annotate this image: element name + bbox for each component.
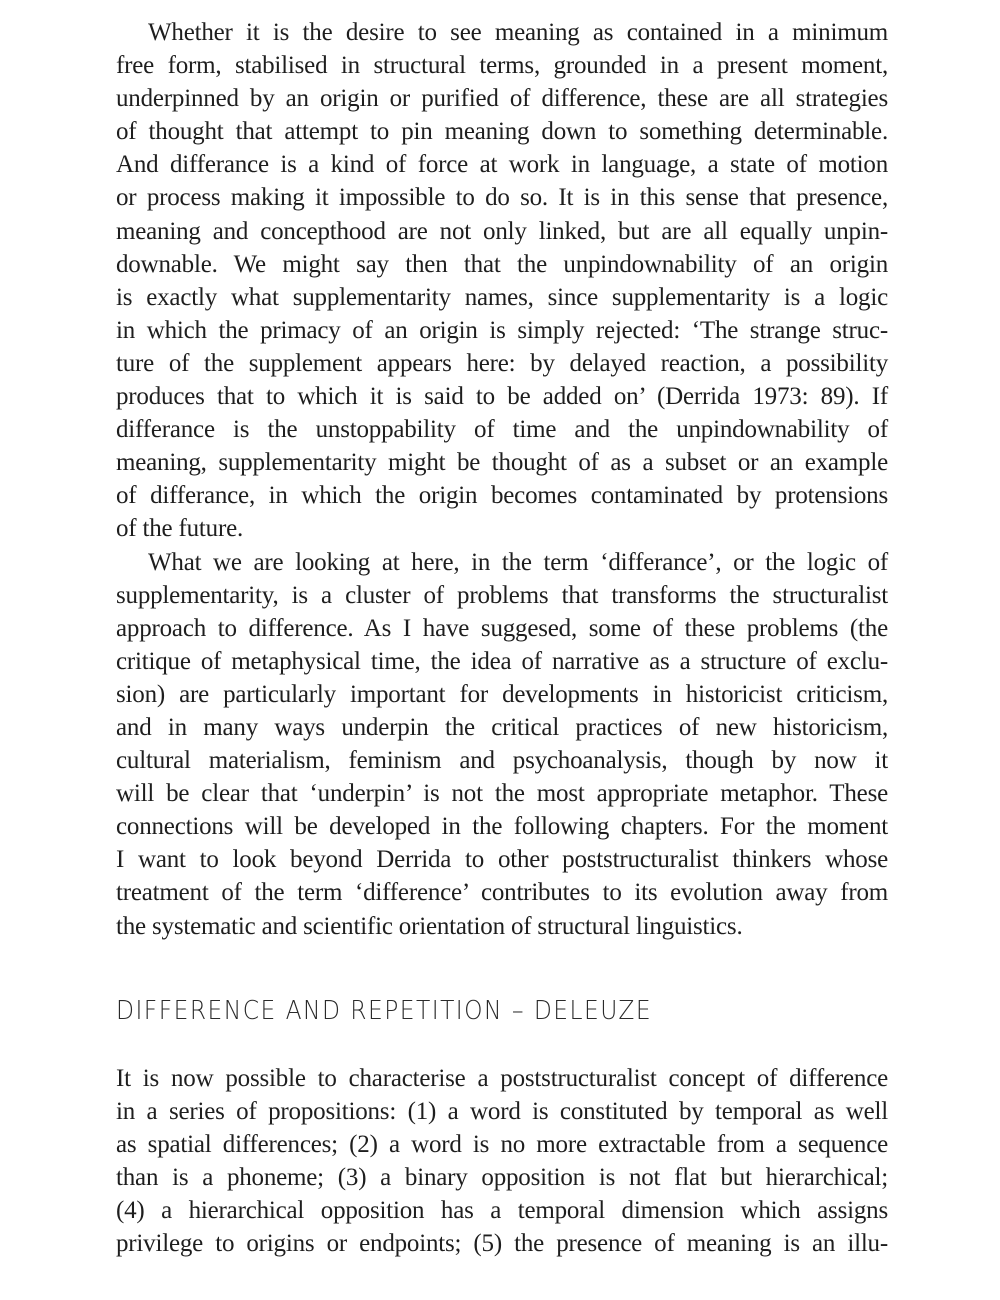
text-line: of the future.: [116, 515, 244, 543]
text-line: of thought that attempt to pin meaning down to something determinable.: [116, 118, 888, 146]
text-line: critique of metaphysical time, the idea of narrative as a structure of exclu-: [116, 647, 888, 675]
paragraph-poststructuralist-propositions: [116, 1062, 888, 1261]
text-line: privilege to origins or endpoints; (5) the presence of meaning is an illu-: [116, 1230, 888, 1258]
text-line: underpinned by an origin or purified of difference, these are all strategies: [116, 85, 888, 113]
text-line: in a series of propositions: (1) a word is constituted by temporal as well: [116, 1098, 888, 1126]
text-line: supplementarity, is a cluster of problems that transforms the structuralist: [116, 581, 888, 609]
text-line: I want to look beyond Derrida to other poststructuralist thinkers whose: [116, 846, 888, 874]
paragraph-differance-supplementarity: [116, 16, 888, 546]
text-line: sion) are particularly important for developments in historicist criticism,: [116, 680, 888, 708]
text-line: in which the primacy of an origin is simply rejected: ‘The strange struc-: [116, 316, 888, 344]
text-line: (4) a hierarchical opposition has a temporal dimension which assigns: [116, 1197, 888, 1225]
text-line: What we are looking at here, in the term ‘differance’, or the logic of: [148, 548, 888, 576]
text-line: meaning, supplementarity might be thought of as a subset or an example: [116, 449, 888, 477]
text-line: And differance is a kind of force at work in language, a state of motion: [116, 151, 888, 179]
text-line: will be clear that ‘underpin’ is not the most appropriate metaphor. These: [116, 780, 888, 808]
text-line: free form, stabilised in structural terms, grounded in a present moment,: [116, 52, 888, 80]
text-line: as spatial differences; (2) a word is no more extractable from a sequence: [116, 1131, 888, 1159]
text-line: ture of the supplement appears here: by delayed reaction, a possibility: [116, 349, 888, 377]
text-line: downable. We might say then that the unpindownability of an origin: [116, 250, 888, 278]
text-line: approach to difference. As I have suggesed, some of these problems (the: [116, 614, 888, 642]
page-body: [116, 16, 888, 1258]
text-line: or process making it impossible to do so. It is in this sense that presence,: [116, 184, 888, 212]
text-line: treatment of the term ‘difference’ contributes to its evolution away from: [116, 879, 888, 907]
paragraph-cluster-of-problems: [116, 546, 888, 943]
text-line: of differance, in which the origin becomes contaminated by protensions: [116, 482, 888, 510]
text-line: differance is the unstoppability of time and the unpindownability of: [116, 416, 888, 444]
text-line: cultural materialism, feminism and psychoanalysis, though by now it: [116, 747, 888, 775]
text-line: produces that to which it is said to be added on’ (Derrida 1973: 89). If: [116, 383, 888, 411]
text-line: the systematic and scientific orientation of structural linguistics.: [116, 912, 743, 940]
text-line: connections will be developed in the following chapters. For the moment: [116, 813, 888, 841]
text-line: and in many ways underpin the critical practices of new historicism,: [116, 713, 888, 741]
text-line: meaning and concepthood are not only linked, but are all equally unpin-: [116, 217, 888, 245]
text-line: Whether it is the desire to see meaning as contained in a minimum: [148, 19, 888, 46]
text-line: It is now possible to characterise a poststructuralist concept of difference: [116, 1065, 888, 1092]
text-line: is exactly what supplementarity names, since supplementarity is a logic: [116, 283, 888, 311]
section-heading: DIFFERENCE AND REPETITION – DELEUZE: [116, 996, 653, 1026]
text-line: than is a phoneme; (3) a binary opposition is not flat but hierarchical;: [116, 1164, 888, 1192]
